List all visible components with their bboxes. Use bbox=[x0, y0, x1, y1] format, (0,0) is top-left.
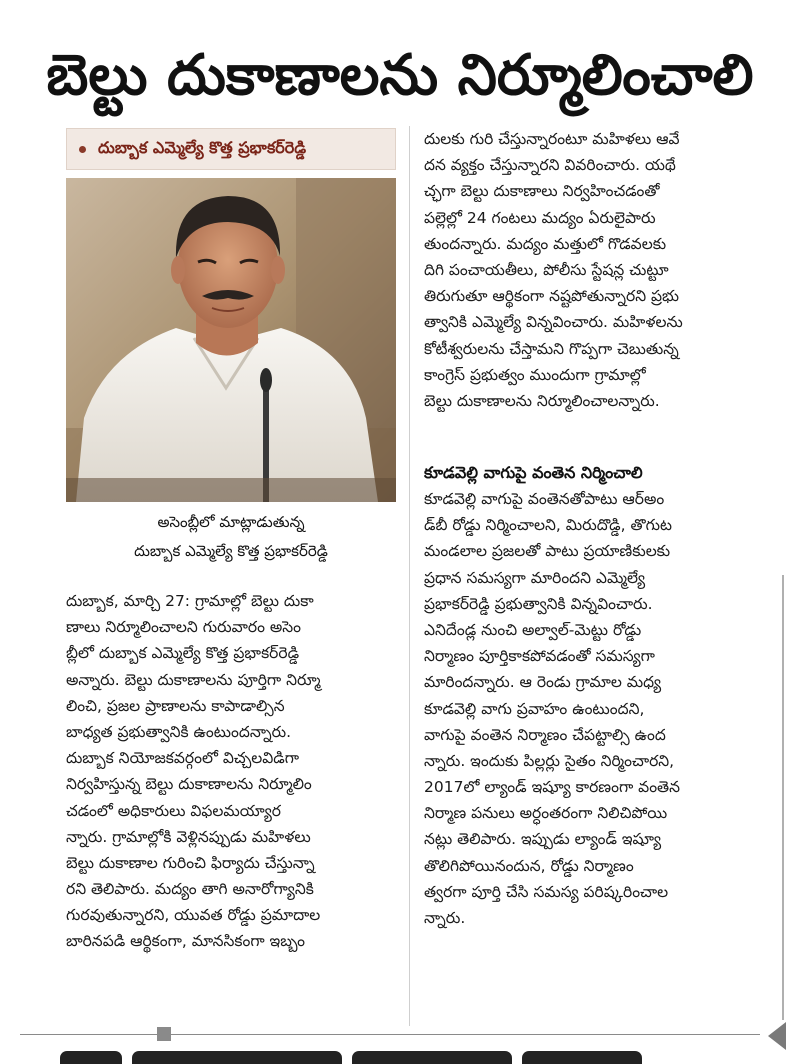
bottom-rule bbox=[20, 1034, 760, 1035]
caption-line-2: దుబ్బాక ఎమ్మెల్యే కొత్త ప్రభాకర్‌రెడ్డి bbox=[134, 542, 328, 560]
text-line: న్నారు. ఇందుకు పిల్లర్లు సైతం నిర్మించారని, bbox=[424, 751, 675, 770]
text-line: నిర్మాణ పనులు అర్ధంతరంగా నిలిచిపోయి bbox=[424, 804, 668, 823]
column-divider bbox=[409, 126, 410, 1026]
text-line: లించి, ప్రజల ప్రాణాలను కాపాడాల్సిన bbox=[66, 696, 285, 715]
headline: బెల్టు దుకాణాలను నిర్మూలించాలి bbox=[46, 43, 754, 108]
text-line: బారినపడి ఆర్థికంగా, మానసికంగా ఇబ్బం bbox=[66, 932, 306, 951]
text-line: చడంలో అధికారులు విఫలమయ్యార bbox=[66, 801, 281, 820]
text-line: దన వ్యక్తం చేస్తున్నారని వివరించారు. యథే bbox=[424, 156, 676, 175]
text-line: వాగుపై వంతెన నిర్మాణం చేపట్టాల్సి ఉంద bbox=[424, 725, 666, 744]
text-line: కోటీశ్వరులను చేస్తామని గొప్పగా చెబుతున్న bbox=[424, 339, 679, 358]
text-line: బ్లీలో దుబ్బాక ఎమ్మెల్యే కొత్త ప్రభాకర్‌రెడ్డి bbox=[66, 644, 300, 663]
text-line: నిర్వహిస్తున్న బెల్టు దుకాణాలను నిర్మూలిం bbox=[66, 775, 312, 794]
text-line: చ్ఛగా బెల్టు దుకాణాలు నిర్వహించడంతో bbox=[424, 182, 660, 201]
text-line: దిగి పంచాయతీలు, పోలీసు స్టేషన్ల చుట్టూ bbox=[424, 260, 669, 279]
byline: దుబ్బాక ఎమ్మెల్యే కొత్త ప్రభాకర్‌రెడ్డి bbox=[98, 137, 307, 157]
text-line: బెల్టు దుకాణాలను నిర్మూలించాలన్నారు. bbox=[424, 391, 660, 410]
left-arrow-icon[interactable] bbox=[768, 1022, 786, 1050]
column-bracket bbox=[776, 575, 784, 1020]
caption-line-1: అసెంబ్లీలో మాట్లాడుతున్న bbox=[157, 513, 305, 531]
bullet-dot-icon bbox=[79, 146, 86, 153]
text-line: పల్లెల్లో 24 గంటలు మద్యం ఏరులైపారు bbox=[424, 208, 656, 227]
section-subheading: కూడవెల్లి వాగుపై వంతెన నిర్మించాలి bbox=[424, 463, 643, 482]
politician-photo bbox=[66, 178, 396, 502]
text-line: తుందన్నారు. మద్యం మత్తులో గొడవలకు bbox=[424, 234, 667, 253]
square-marker-icon bbox=[157, 1027, 171, 1041]
article-column-right-top bbox=[424, 126, 756, 414]
photo-caption bbox=[66, 508, 396, 574]
text-line: బాధ్యత ప్రభుత్వానికి ఉంటుందన్నారు. bbox=[66, 722, 292, 741]
text-line: అన్నారు. బెల్టు దుకాణాలను పూర్తిగా నిర్మూ bbox=[66, 670, 321, 689]
text-line: దులకు గురి చేస్తున్నారంటూ మహిళలు ఆవే bbox=[424, 130, 680, 148]
text-line: దుబ్బాక నియోజకవర్గంలో విచ్చలవిడిగా bbox=[66, 749, 300, 768]
text-line: తొలిగిపోయినందున, రోడ్డు నిర్మాణం bbox=[424, 856, 634, 875]
text-line: బెల్టు దుకాణాల గురించి ఫిర్యాదు చేస్తున్నా bbox=[66, 853, 315, 872]
text-line: తిరుగుతూ ఆర్థికంగా నష్టపోతున్నారని ప్రభు bbox=[424, 287, 680, 306]
text-line: ణాలు నిర్మూలించాలని గురువారం అసెం bbox=[66, 618, 302, 637]
text-line: దుబ్బాక, మార్చి 27: గ్రామాల్లో బెల్టు దుకా bbox=[66, 592, 314, 610]
byline-box bbox=[66, 128, 396, 170]
text-line: కూడవెల్లి వాగుపై వంతెనతోపాటు ఆర్అం bbox=[424, 490, 665, 508]
text-line: త్వానికి ఎమ్మెల్యే విన్నవించారు. మహిళలను bbox=[424, 313, 683, 332]
text-line: నిర్మాణం పూర్తికాకపోవడంతో సమస్యగా bbox=[424, 647, 655, 666]
text-line: న్నారు. bbox=[424, 909, 466, 927]
text-line: త్వరగా పూర్తి చేసి సమస్య పరిష్కరించాల bbox=[424, 882, 669, 901]
text-line: మారిందన్నారు. ఆ రెండు గ్రామాల మధ్య bbox=[424, 673, 662, 692]
text-line: ఎనిదేండ్ల నుంచి అల్వాల్-మెట్టు రోడ్డు bbox=[424, 620, 642, 639]
article-column-right-bottom bbox=[424, 486, 756, 931]
text-line: ప్రధాన సమస్యగా మారిందని ఎమ్మెల్యే bbox=[424, 568, 646, 587]
text-line: కాంగ్రెస్ ప్రభుత్వం ముందుగా గ్రామాల్లో bbox=[424, 365, 646, 384]
text-line: రని తెలిపారు. మద్యం తాగి అనారోగ్యానికి bbox=[66, 880, 314, 899]
politician-portrait bbox=[66, 178, 396, 502]
text-line: గురవుతున్నారని, యువత రోడ్డు ప్రమాదాల bbox=[66, 906, 321, 925]
text-line: నట్లు తెలిపారు. ఇప్పుడు ల్యాండ్ ఇష్యూ bbox=[424, 830, 662, 849]
text-line: మండలాల ప్రజలతో పాటు ప్రయాణికులకు bbox=[424, 542, 671, 561]
text-line: ప్రభాకర్‌రెడ్డి ప్రభుత్వానికి విన్నవించారు. bbox=[424, 594, 653, 613]
article-column-left bbox=[66, 588, 396, 955]
text-line: డ్‌బీ రోడ్డు నిర్మించాలని, మిరుదొడ్డి, తొగుట bbox=[424, 516, 672, 535]
text-line: 2017లో ల్యాండ్ ఇష్యూ కారణంగా వంతెన bbox=[424, 778, 680, 797]
text-line: కూడవెల్లి వాగు ప్రవాహం ఉంటుందని, bbox=[424, 699, 645, 718]
next-article-headline-fragment bbox=[60, 1050, 760, 1064]
text-line: న్నారు. గ్రామాల్లోకి వెళ్లినప్పుడు మహిళలు bbox=[66, 827, 311, 846]
